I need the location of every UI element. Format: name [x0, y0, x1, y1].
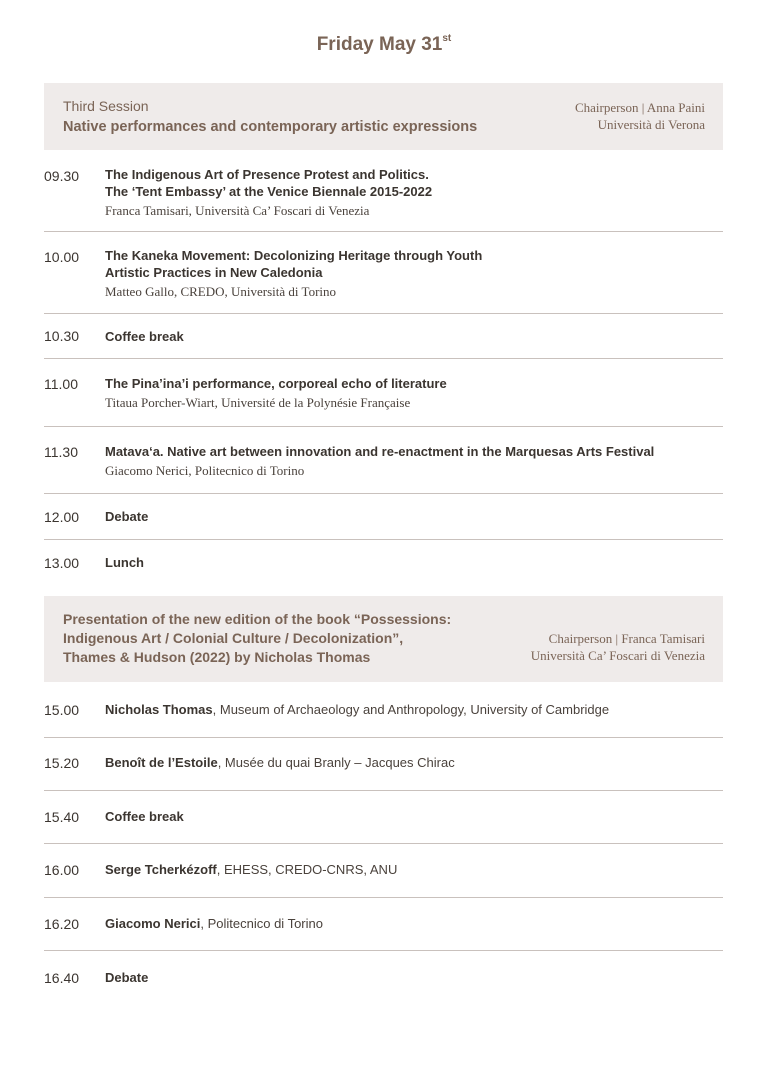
- break-label: Coffee break: [105, 809, 184, 824]
- row-time: 10.00: [44, 249, 80, 265]
- row-time: 12.00: [44, 509, 80, 525]
- presentation-title: Indigenous Art / Colonial Culture / Decolonization”,: [63, 630, 404, 646]
- row-time: 11.30: [44, 444, 78, 460]
- presentation-title: Thames & Hudson (2022) by Nicholas Thomas: [63, 649, 371, 665]
- speaker: Franca Tamisari, Università Ca’ Foscari di Venezia: [105, 203, 370, 218]
- debate-label: Debate: [105, 970, 149, 985]
- talk-title: Debate: [105, 509, 149, 524]
- day-text: Friday May 31: [316, 34, 443, 55]
- row-time: 16.20: [44, 916, 80, 932]
- divider: [44, 843, 723, 844]
- row-time: 15.20: [44, 755, 80, 771]
- presentation-banner: [44, 596, 723, 682]
- chairperson-affiliation: Università di Verona: [597, 117, 705, 132]
- talk-title: The Kaneka Movement: Decolonizing Heritage through Youth: [105, 248, 483, 263]
- session-title: Native performances and contemporary artistic expressions: [63, 119, 478, 135]
- talk-title: The Pina’ina’i performance, corporeal echo of literature: [105, 376, 447, 391]
- chairperson-affiliation: Università Ca’ Foscari di Venezia: [530, 648, 705, 663]
- row-time: 10.30: [44, 328, 80, 344]
- speaker-affiliation: , EHESS, CREDO-CNRS, ANU: [216, 862, 398, 877]
- speaker-name: Nicholas Thomas: [105, 702, 213, 717]
- day-suffix: st: [442, 32, 452, 44]
- chairperson-line: Chairperson | Anna Paini: [574, 100, 705, 115]
- speaker-name: Benoît de l’Estoile: [105, 755, 218, 770]
- talk-title: The Indigenous Art of Presence Protest and Politics.: [105, 167, 429, 182]
- divider: [44, 897, 723, 898]
- row-time: 16.40: [44, 970, 80, 986]
- row-time: 09.30: [44, 168, 80, 184]
- divider: [44, 737, 723, 738]
- speaker-name: Giacomo Nerici: [105, 916, 201, 931]
- speaker: Giacomo Nerici, Politecnico di Torino: [105, 463, 305, 478]
- presentation-title: Presentation of the new edition of the book “Possessions:: [63, 611, 452, 627]
- session-banner: [44, 83, 723, 150]
- divider: [44, 493, 723, 494]
- divider: [44, 790, 723, 791]
- chairperson-line: Chairperson | Franca Tamisari: [548, 631, 705, 646]
- page-title: [0, 34, 768, 56]
- speaker-name: Serge Tcherkézoff: [105, 862, 217, 877]
- row-time: 15.00: [44, 702, 80, 718]
- row-time: 16.00: [44, 862, 80, 878]
- row-time: 13.00: [44, 555, 80, 571]
- divider: [44, 950, 723, 951]
- speaker-affiliation: , Musée du quai Branly – Jacques Chirac: [217, 755, 455, 770]
- speaker: Matteo Gallo, CREDO, Università di Torino: [105, 284, 337, 299]
- talk-title: Matava‘a. Native art between innovation and re-enactment in the Marquesas Arts Festival: [105, 444, 655, 459]
- divider: [44, 539, 723, 540]
- talk-title: Artistic Practices in New Caledonia: [105, 265, 323, 280]
- divider: [44, 426, 723, 427]
- talk-title: Coffee break: [105, 329, 184, 344]
- session-label: Third Session: [63, 98, 149, 114]
- talk-title: Lunch: [105, 555, 144, 570]
- speaker-affiliation: , Politecnico di Torino: [200, 916, 323, 931]
- talk-title: The ‘Tent Embassy’ at the Venice Biennale 2015-2022: [105, 184, 433, 199]
- speaker: Titaua Porcher-Wiart, Université de la Polynésie Française: [105, 395, 411, 410]
- divider: [44, 313, 723, 314]
- row-time: 11.00: [44, 376, 78, 392]
- divider: [44, 358, 723, 359]
- divider: [44, 231, 723, 232]
- row-time: 15.40: [44, 809, 80, 825]
- speaker-affiliation: , Museum of Archaeology and Anthropology, University of Cambridge: [212, 702, 610, 717]
